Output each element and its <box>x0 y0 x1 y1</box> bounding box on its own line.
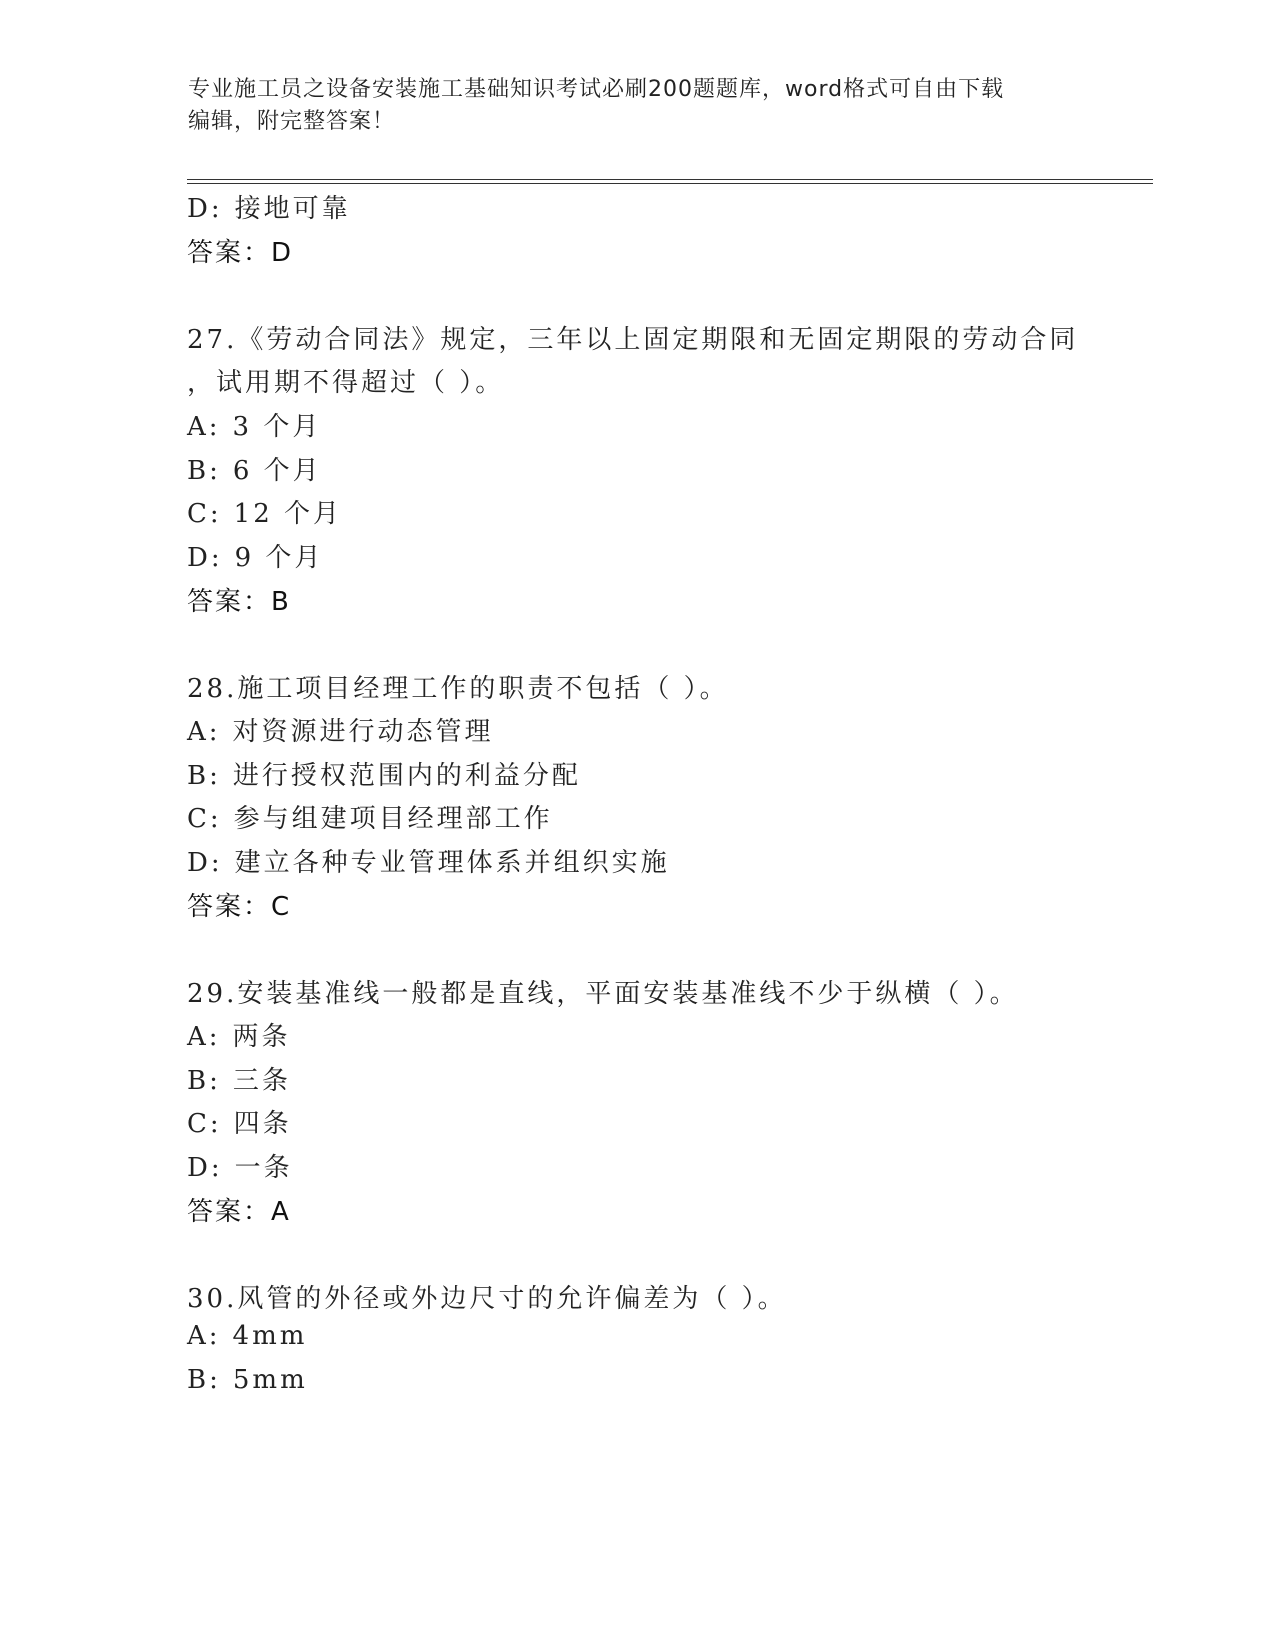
header-line-2: 编辑，附完整答案！ <box>188 109 396 134</box>
prev-option-d <box>187 188 351 225</box>
q29-option-d <box>187 1147 293 1184</box>
option-label: B: <box>187 761 221 791</box>
option-text: 建立各种专业管理体系并组织实施 <box>234 848 670 878</box>
option-text: 4mm <box>232 1321 308 1351</box>
q29-option-b <box>187 1060 291 1097</box>
option-label: A: <box>187 1321 221 1351</box>
option-label: C: <box>187 804 222 834</box>
option-label: B: <box>187 456 221 486</box>
q29-option-c <box>187 1103 292 1140</box>
q27-option-a <box>187 406 321 443</box>
q30-stem: 30.风管的外径或外边尺寸的允许偏差为（ ）。 <box>187 1284 787 1314</box>
option-text: 四条 <box>233 1109 292 1139</box>
option-text: 参与组建项目经理部工作 <box>233 804 553 834</box>
option-label: B: <box>187 1365 221 1395</box>
option-label: C: <box>187 499 222 529</box>
option-text: 三条 <box>232 1066 291 1096</box>
option-text: 5mm <box>232 1365 308 1395</box>
option-text: 进行授权范围内的利益分配 <box>232 761 581 791</box>
header-divider-top <box>187 179 1153 180</box>
option-label: D: <box>187 1153 223 1183</box>
option-text: 12 个月 <box>233 499 343 529</box>
q27-stem-line-1: 27.《劳动合同法》规定，三年以上固定期限和无固定期限的劳动合同 <box>187 325 1079 355</box>
q29-stem: 29.安装基准线一般都是直线，平面安装基准线不少于纵横（ ）。 <box>187 979 1019 1009</box>
option-label: D: <box>187 848 223 878</box>
q30-option-a <box>187 1321 307 1351</box>
q28-option-d <box>187 842 670 879</box>
option-label: A: <box>187 412 221 442</box>
q28-stem: 28.施工项目经理工作的职责不包括（ ）。 <box>187 674 729 704</box>
header-divider-bottom <box>187 183 1153 184</box>
option-label: B: <box>187 1066 221 1096</box>
option-text: 一条 <box>234 1153 293 1183</box>
document-header <box>188 74 1088 138</box>
option-label: A: <box>187 717 221 747</box>
q27-option-c <box>187 493 342 530</box>
option-text: 两条 <box>232 1022 291 1052</box>
q28-option-c <box>187 798 553 835</box>
q30-option-b <box>187 1365 308 1395</box>
q28-answer: 答案：C <box>187 892 292 922</box>
header-line-1: 专业施工员之设备安装施工基础知识考试必刷200题题库，word格式可自由下载 <box>188 77 1005 102</box>
option-label: D: <box>187 194 223 224</box>
q27-option-d <box>187 537 323 574</box>
option-text: 9 个月 <box>234 543 324 573</box>
q27-stem-line-2: ，试用期不得超过（ ）。 <box>187 368 505 398</box>
q28-option-a <box>187 711 494 748</box>
q29-answer: 答案：A <box>187 1197 291 1227</box>
option-text: 3 个月 <box>232 412 322 442</box>
q28-option-b <box>187 755 581 792</box>
prev-answer: 答案：D <box>187 238 294 268</box>
q27-option-b <box>187 450 322 487</box>
option-label: C: <box>187 1109 222 1139</box>
option-label: A: <box>187 1022 221 1052</box>
option-text: 6 个月 <box>232 456 322 486</box>
option-text: 接地可靠 <box>234 194 351 224</box>
q27-answer: 答案：B <box>187 587 291 617</box>
option-text: 对资源进行动态管理 <box>232 717 494 747</box>
option-label: D: <box>187 543 223 573</box>
q29-option-a <box>187 1016 291 1053</box>
